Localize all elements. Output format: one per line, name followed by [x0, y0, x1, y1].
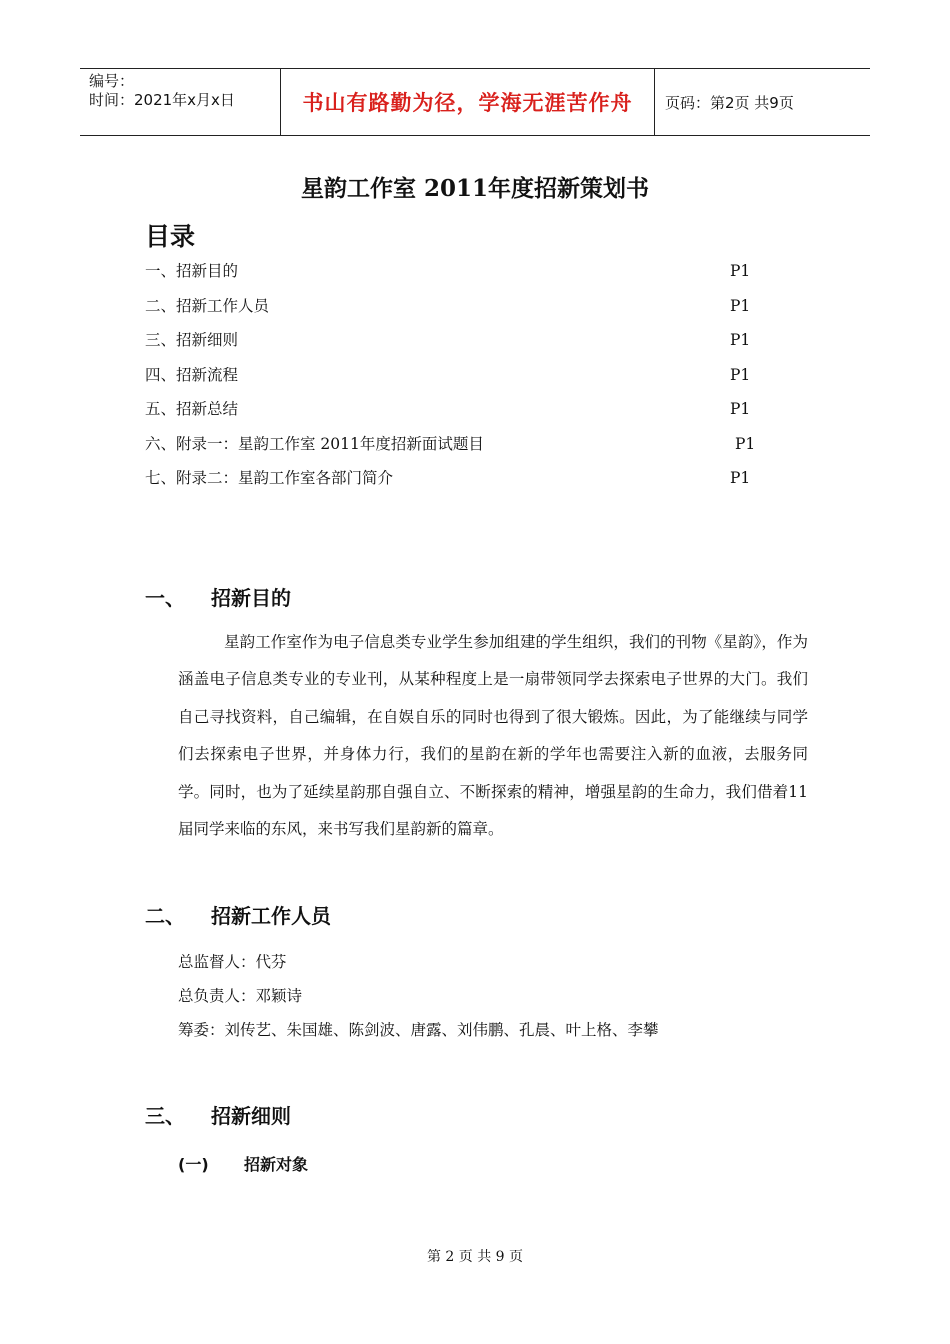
toc-item-text: 六、附录一：星韵工作室 2011年度招新面试题目	[145, 434, 484, 453]
header-meta	[80, 69, 281, 135]
toc-item[interactable]	[145, 329, 765, 364]
header-motto-cell	[281, 69, 655, 135]
number-label: 编号：	[89, 72, 135, 90]
section-number: 一、	[145, 586, 185, 610]
paragraph-text: 星韵工作室作为电子信息类专业学生参加组建的学生组织，我们的刊物《星韵》，作为涵盖电子信息类专业的专业刊，从某种程度上是一扇带领同学去探索电子世界的大门。我们自己寻找资料，自己编辑，在自娱自乐的同时也得到了很大锻炼。因此，为了能继续与同学们去探索电子世界，并身体力行，我们的星韵在新的学年也需要注入新的血液，去服务同学。同时，也为了延续星韵那自强自立、不断探索的精神，增强星韵的生命力，我们借着11届同学来临的东风，来书写我们星韵新的篇章。	[178, 633, 808, 839]
subsection-number: (一)	[178, 1155, 209, 1174]
toc-item-page: P1	[730, 400, 751, 418]
toc-item-page: P1	[730, 262, 751, 280]
toc-item-text: 四、招新流程	[145, 365, 239, 384]
section-title: 招新工作人员	[211, 904, 331, 928]
toc-item-text: 一、招新目的	[145, 262, 239, 280]
header-motto: 书山有路勤为径，学海无涯苦作舟	[302, 91, 633, 115]
document-title: 星韵工作室 2011年度招新策划书	[300, 175, 650, 202]
subsection-title: 招新对象	[244, 1155, 309, 1174]
toc-item-text: 五、招新总结	[145, 400, 239, 418]
section-heading-purpose	[145, 582, 291, 611]
table-of-contents	[145, 260, 765, 502]
toc-item[interactable]	[145, 398, 765, 433]
page-footer: 第 2 页 共 9 页	[426, 1249, 524, 1265]
page-header	[80, 68, 870, 136]
staff-line-supervisor: 总监督人：代芬	[178, 953, 287, 971]
staff-line-leader: 总负责人：邓颖诗	[178, 987, 303, 1005]
subsection-heading-target	[178, 1152, 308, 1175]
staff-line-committee: 筹委：刘传艺、朱国雄、陈剑波、唐露、刘伟鹏、孔晨、叶上格、李攀	[178, 1021, 659, 1039]
toc-item-text: 二、招新工作人员	[145, 296, 270, 315]
toc-item[interactable]	[145, 467, 765, 502]
toc-item[interactable]	[145, 364, 765, 399]
toc-item-page: P1	[730, 469, 751, 487]
header-page-info: 页码：第2页 共9页	[665, 93, 794, 112]
section-title: 招新细则	[211, 1104, 291, 1128]
toc-item-page: P1	[735, 434, 756, 453]
toc-item-page: P1	[730, 331, 751, 349]
section-heading-rules	[145, 1100, 291, 1129]
section-purpose-body	[178, 624, 808, 848]
toc-item-text: 三、招新细则	[145, 331, 239, 349]
toc-item[interactable]	[145, 260, 765, 295]
section-heading-staff	[145, 900, 331, 929]
toc-item[interactable]	[145, 295, 765, 330]
section-number: 三、	[145, 1104, 185, 1128]
toc-item-page: P1	[730, 296, 751, 315]
toc-heading: 目录	[145, 222, 196, 251]
section-title: 招新目的	[211, 586, 291, 610]
toc-item-text: 七、附录二：星韵工作室各部门简介	[145, 469, 394, 487]
date-label: 时间：2021年x月x日	[89, 91, 235, 109]
toc-item-page: P1	[730, 365, 751, 384]
toc-item[interactable]	[145, 433, 765, 468]
section-number: 二、	[145, 904, 185, 928]
